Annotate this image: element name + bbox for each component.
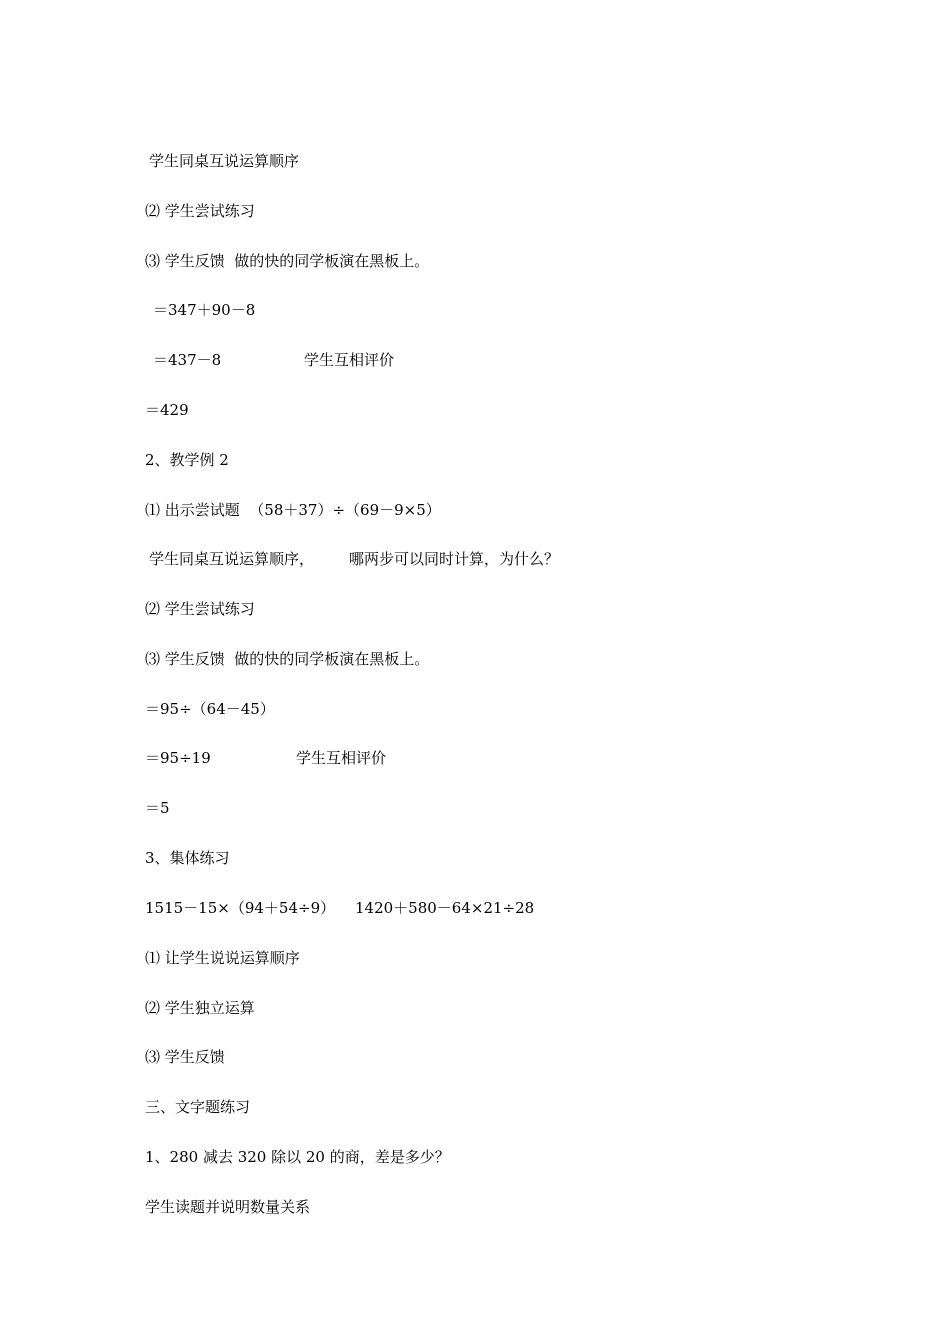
equation-line-2: ＝437－8	[153, 351, 222, 369]
equation-line-1: ＝347＋90－8	[153, 301, 256, 319]
word-problem-1: 1、280 减去 320 除以 20 的商，差是多少？	[145, 1148, 450, 1166]
text-line-feedback-2: ⑶ 学生反馈 做的快的同学板演在黑板上。	[145, 650, 430, 668]
equation-line-4: ＝95÷（64－45）	[145, 700, 275, 718]
text-line-1: 学生同桌互说运算顺序	[149, 152, 300, 170]
peer-evaluation-note-1: 学生互相评价	[304, 351, 395, 369]
text-line-3: ⑶ 学生反馈 做的快的同学板演在黑板上。	[145, 252, 430, 270]
trial-question-line: ⑴ 出示尝试题 （58＋37）÷（69－9×5）	[145, 501, 441, 519]
equation-line-6: ＝5	[145, 799, 170, 817]
text-line-order-discussion: ⑴ 让学生说说运算顺序	[145, 949, 300, 967]
section-heading-word-problems: 三、文字题练习	[145, 1098, 251, 1116]
text-line-trial-practice-2: ⑵ 学生尝试练习	[145, 600, 255, 618]
discussion-line-right: 哪两步可以同时计算，为什么？	[349, 550, 560, 568]
practice-expression-2: 1420＋580－64×21÷28	[355, 899, 535, 917]
practice-expression-1: 1515－15×（94＋54÷9）	[145, 899, 336, 917]
section-heading-group-practice: 3、集体练习	[145, 849, 230, 867]
section-heading-example-2: 2、教学例 2	[145, 451, 229, 469]
peer-evaluation-note-2: 学生互相评价	[296, 749, 387, 767]
text-line-feedback-3: ⑶ 学生反馈	[145, 1048, 225, 1066]
text-line-independent-calc: ⑵ 学生独立运算	[145, 999, 255, 1017]
equation-line-5: ＝95÷19	[145, 749, 211, 767]
equation-line-3: ＝429	[145, 401, 189, 419]
text-line-read-and-explain: 学生读题并说明数量关系	[145, 1198, 311, 1216]
text-line-2: ⑵ 学生尝试练习	[145, 202, 255, 220]
discussion-line-left: 学生同桌互说运算顺序，	[149, 550, 315, 568]
